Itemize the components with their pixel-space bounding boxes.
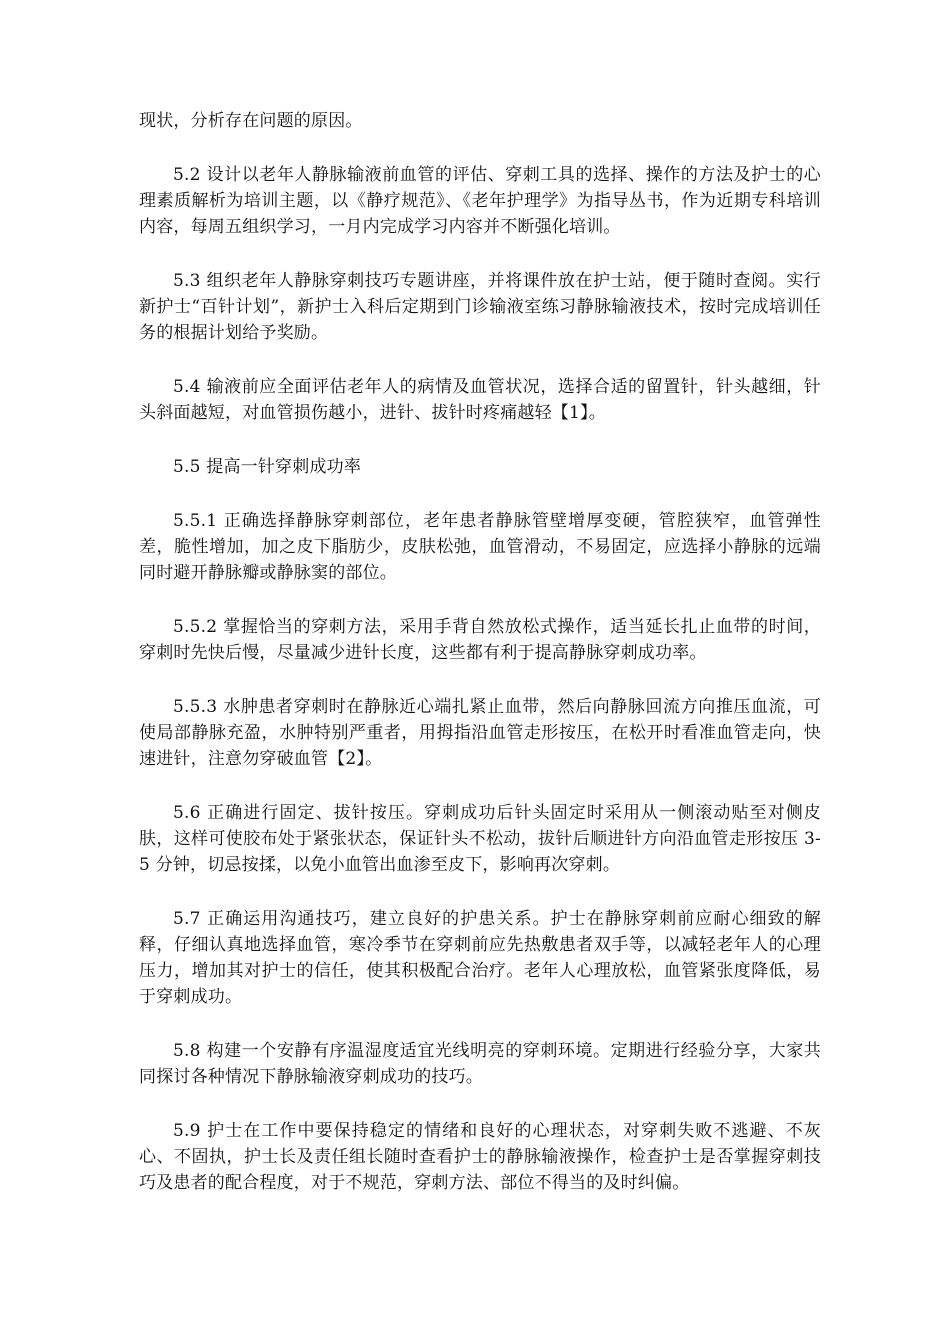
paragraph-intro: 现状，分析存在问题的原因。 [139, 111, 363, 131]
paragraph-5-7: 5.7 正确运用沟通技巧，建立良好的护患关系。护士在静脉穿刺前应耐心细致的解释，仔细认真地选择血管，寒冷季节在穿刺前应先热敷患者双手等，以减轻老年人的心理压力，增加其对护士的信任，使其积极配合治疗。老年人心理放松，血管紧张度降低，易于穿刺成功。 [139, 909, 821, 1007]
paragraph-5-6: 5.6 正确进行固定、拔针按压。穿刺成功后针头固定时采用从一侧滚动贴至对侧皮肤，这样可使胶布处于紧张状态，保证针头不松动，拔针后顺进针方向沿血管走形按压 3-5 分钟，切忌按揉，以免小血管出血渗至皮下，影响再次穿刺。 [139, 803, 821, 875]
paragraph-5-2: 5.2 设计以老年人静脉输液前血管的评估、穿刺工具的选择、操作的方法及护士的心理素质解析为培训主题，以《静疗规范》、《老年护理学》为指导丛书，作为近期专科培训内容，每周五组织学习，一月内完成学习内容并不断强化培训。 [139, 165, 821, 237]
paragraph-5-5-3: 5.5.3 水肿患者穿刺时在静脉近心端扎紧止血带，然后向静脉回流方向推压血流，可使局部静脉充盈，水肿特别严重者，用拇指沿血管走形按压，在松开时看准血管走向，快速进针，注意勿穿破血管【2】。 [139, 697, 821, 769]
paragraph-5-3: 5.3 组织老年人静脉穿刺技巧专题讲座，并将课件放在护士站，便于随时查阅。实行新护士“百针计划”，新护士入科后定期到门诊输液室练习静脉输液技术，按时完成培训任务的根据计划给予奖励。 [139, 271, 821, 343]
paragraph-5-5-2: 5.5.2 掌握恰当的穿刺方法，采用手背自然放松式操作，适当延长扎止血带的时间，穿刺时先快后慢，尽量减少进针长度，这些都有利于提高静脉穿刺成功率。 [139, 617, 821, 663]
paragraph-5-5-1: 5.5.1 正确选择静脉穿刺部位，老年患者静脉管壁增厚变硬，管腔狭窄，血管弹性差，脆性增加，加之皮下脂肪少，皮肤松弛，血管滑动，不易固定，应选择小静脉的远端同时避开静脉瓣或静脉窦的部位。 [139, 511, 821, 583]
document-page [139, 108, 821, 1224]
paragraph-5-8: 5.8 构建一个安静有序温湿度适宜光线明亮的穿刺环境。定期进行经验分享，大家共同探讨各种情况下静脉输液穿刺成功的技巧。 [139, 1041, 821, 1087]
heading-5-5: 5.5 提高一针穿刺成功率 [173, 457, 362, 477]
paragraph-5-4: 5.4 输液前应全面评估老年人的病情及血管状况，选择合适的留置针，针头越细，针头斜面越短，对血管损伤越小，进针、拔针时疼痛越轻【1】。 [139, 377, 821, 423]
paragraph-5-9: 5.9 护士在工作中要保持稳定的情绪和良好的心理状态，对穿刺失败不逃避、不灰心、不固执，护士长及责任组长随时查看护士的静脉输液操作，检查护士是否掌握穿刺技巧及患者的配合程度，对于不规范，穿刺方法、部位不得当的及时纠偏。 [139, 1121, 821, 1193]
